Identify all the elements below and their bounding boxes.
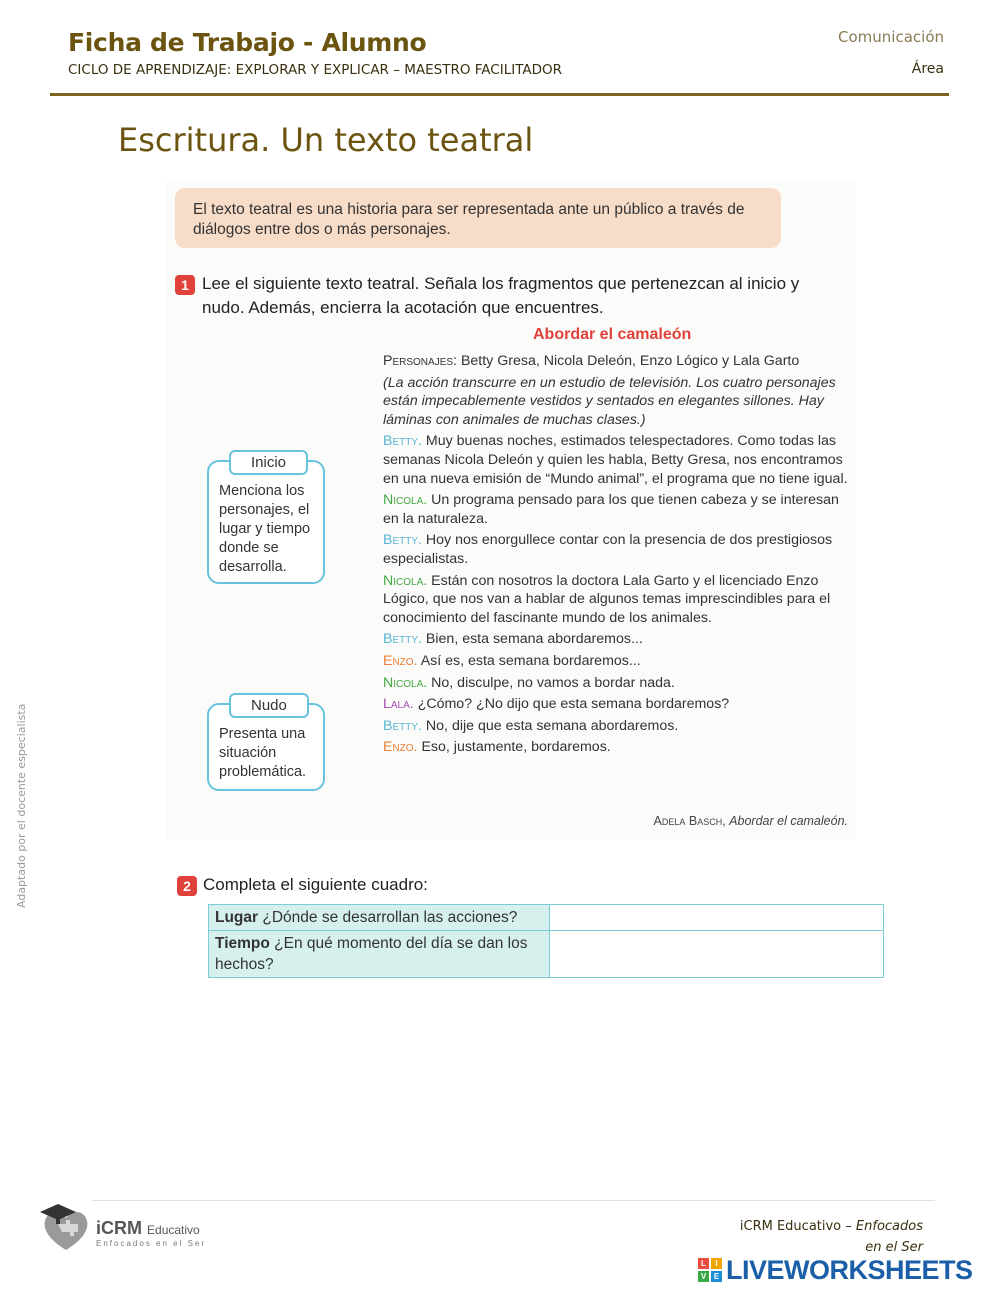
footer-credit-line1 bbox=[740, 1219, 923, 1234]
speaker-name: Enzo. bbox=[383, 739, 418, 756]
line-text: Muy buenas noches, estimados telespectadores. Como todas las semanas Nicola Deleón y quien les habla, Betty Gresa, nos encontramos en una nueva emisión de “Mundo animal”, el programa que no tiene igual. bbox=[383, 433, 848, 487]
dialogue bbox=[383, 432, 849, 757]
footer-brand-tagline: Enfocados en el Ser bbox=[96, 1239, 207, 1248]
completion-table bbox=[208, 904, 884, 978]
row-question: ¿Dónde se desarrollan las acciones? bbox=[262, 909, 518, 926]
sidebar-note: Adaptado por el docente especialista bbox=[15, 703, 28, 908]
lw-letter-e: E bbox=[711, 1271, 722, 1282]
callout-nudo-text: Presenta una situación problemática. bbox=[219, 726, 307, 780]
line-text: No, disculpe, no vamos a bordar nada. bbox=[431, 674, 675, 691]
callout-inicio[interactable] bbox=[207, 454, 325, 584]
row-term: Tiempo bbox=[215, 935, 270, 952]
activity-2-badge: 2 bbox=[177, 876, 197, 896]
table-question-cell bbox=[209, 905, 550, 931]
dialogue-line[interactable] bbox=[383, 491, 849, 528]
footer-credit-italic: Enfocados bbox=[855, 1219, 923, 1234]
characters-line bbox=[383, 352, 849, 371]
line-text: Bien, esta semana abordaremos... bbox=[425, 631, 643, 648]
stage-direction[interactable]: (La acción transcurre en un estudio de televisión. Los cuatro personajes están impecablemente vestidos y sentados en elegantes sillones. Hay láminas con animales de muchas clases.) bbox=[383, 374, 836, 428]
callout-nudo-label: Nudo bbox=[229, 693, 309, 718]
footer-brand-suffix: Educativo bbox=[147, 1223, 200, 1237]
activity-2-instruction: Completa el siguiente cuadro: bbox=[203, 875, 428, 894]
worksheet-subtitle: CICLO DE APRENDIZAJE: EXPLORAR Y EXPLICAR – MAESTRO FACILITADOR bbox=[68, 62, 563, 78]
footer-credit-text: iCRM Educativo – bbox=[739, 1219, 852, 1234]
line-text: Así es, esta semana bordaremos... bbox=[420, 652, 641, 669]
lw-letter-l: L bbox=[698, 1258, 709, 1269]
liveworksheets-wordmark: LIVEWORKSHEETS bbox=[726, 1254, 973, 1285]
table-row bbox=[209, 931, 884, 978]
dialogue-line[interactable] bbox=[383, 674, 849, 693]
table-question-cell bbox=[209, 931, 550, 978]
table-row bbox=[209, 905, 884, 931]
footer-brand bbox=[96, 1218, 200, 1239]
dialogue-line[interactable] bbox=[383, 432, 849, 488]
icrm-logo-icon bbox=[36, 1198, 96, 1254]
dialogue-line[interactable] bbox=[383, 738, 849, 757]
speaker-name: Nicola. bbox=[383, 674, 428, 691]
play-title: Abordar el camaleón bbox=[533, 326, 692, 343]
speaker-name: Betty. bbox=[383, 717, 422, 734]
worksheet-title: Ficha de Trabajo - Alumno bbox=[68, 28, 427, 57]
dialogue-line[interactable] bbox=[383, 695, 849, 714]
area-label: Área bbox=[911, 61, 944, 77]
footer-brand-name: iCRM bbox=[96, 1218, 142, 1238]
play-attribution bbox=[654, 814, 848, 828]
row-question: ¿En qué momento del día se dan los hechos? bbox=[215, 935, 528, 973]
line-text: Hoy nos enorgullece contar con la presencia de dos prestigiosos especialistas. bbox=[383, 532, 833, 567]
line-text: Están con nosotros la doctora Lala Garto y el licenciado Enzo Lógico, que nos van a hablar de algunos temas imprescindibles para el conocimiento del fascinante mundo de los animales. bbox=[383, 572, 831, 626]
footer-credit-line2: en el Ser bbox=[865, 1240, 923, 1255]
line-text: ¿Cómo? ¿No dijo que esta semana bordaremos? bbox=[417, 696, 730, 713]
dialogue-line[interactable] bbox=[383, 531, 849, 568]
dialogue-line[interactable] bbox=[383, 572, 849, 628]
speaker-name: Betty. bbox=[383, 433, 422, 450]
header-divider bbox=[50, 93, 949, 96]
dialogue-line[interactable] bbox=[383, 717, 849, 736]
lw-letter-i: I bbox=[711, 1258, 722, 1269]
answer-field-tiempo[interactable] bbox=[550, 931, 884, 978]
callout-nudo[interactable] bbox=[207, 697, 325, 791]
liveworksheets-logo-icon bbox=[698, 1258, 722, 1282]
speaker-name: Enzo. bbox=[383, 652, 418, 669]
dialogue-line[interactable] bbox=[383, 630, 849, 649]
characters-label: Personajes: bbox=[383, 353, 457, 369]
speaker-name: Lala. bbox=[383, 696, 414, 713]
characters-list: Betty Gresa, Nicola Deleón, Enzo Lógico y Lala Garto bbox=[460, 353, 800, 369]
section-title: Escritura. Un texto teatral bbox=[118, 121, 534, 159]
line-text: Eso, justamente, bordaremos. bbox=[421, 739, 611, 756]
line-text: No, dije que esta semana abordaremos. bbox=[425, 717, 679, 734]
row-term: Lugar bbox=[215, 909, 259, 926]
speaker-name: Nicola. bbox=[383, 492, 428, 509]
definition-box: El texto teatral es una historia para ser representada ante un público a través de diálogos entre dos o más personajes. bbox=[175, 188, 781, 248]
author-name: Adela Basch, bbox=[653, 814, 726, 828]
callout-inicio-label: Inicio bbox=[229, 450, 308, 475]
callout-inicio-text: Menciona los personajes, el lugar y tiempo donde se desarrolla. bbox=[219, 483, 311, 575]
activity-1-badge: 1 bbox=[175, 275, 195, 295]
dialogue-line[interactable] bbox=[383, 652, 849, 671]
activity-1-instruction: Lee el siguiente texto teatral. Señala los fragmentos que pertenezcan al inicio y nudo. Además, encierra la acotación que encuentres. bbox=[202, 274, 800, 317]
play-text bbox=[383, 352, 849, 760]
speaker-name: Betty. bbox=[383, 631, 422, 648]
speaker-name: Betty. bbox=[383, 532, 422, 549]
speaker-name: Nicola. bbox=[383, 572, 428, 589]
footer-divider bbox=[92, 1200, 935, 1201]
liveworksheets-logo[interactable] bbox=[698, 1256, 973, 1284]
lw-letter-v: V bbox=[698, 1271, 709, 1282]
answer-field-lugar[interactable] bbox=[550, 905, 884, 931]
subject-label: Comunicación bbox=[838, 28, 944, 46]
work-title: Abordar el camaleón. bbox=[729, 814, 848, 828]
line-text: Un programa pensado para los que tienen cabeza y se interesan en la naturaleza. bbox=[383, 492, 839, 527]
